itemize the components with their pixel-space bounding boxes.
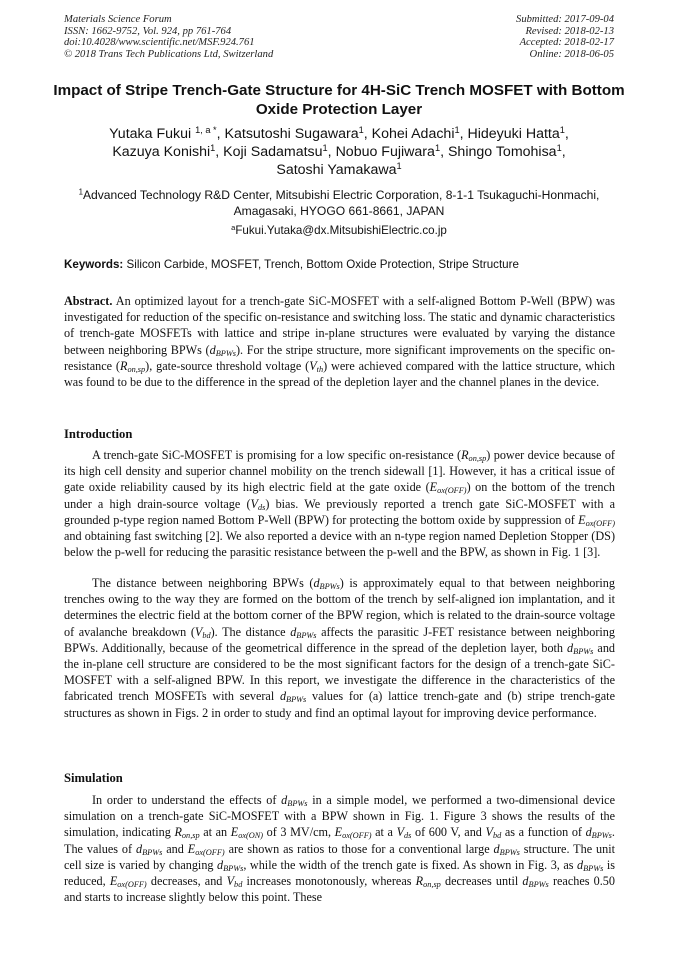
author-affiliation-mark: 1: [556, 142, 562, 153]
author-list: Yutaka Fukui $^{1, a *}$, Katsutoshi Sugawara$^1$, Kohei Adachi$^1$, Hideyuki Hatta$^1$, Kazuya Konishi$^1$, Koji Sadamatsu$^1$, Nobuo Fujiwara$^1$, Shingo Tomohisa$^1$, Satoshi Yamakawa$^1$: [109, 124, 569, 178]
symbol: E: [334, 825, 343, 840]
subscript: ox(OFF): [437, 486, 467, 496]
author-name: Katsutoshi Sugawara: [224, 126, 359, 142]
author-affiliation-mark: 1: [559, 124, 565, 135]
symbol: d: [585, 825, 592, 840]
subscript: ox(ON): [238, 831, 264, 841]
symbol: d: [493, 841, 500, 856]
author-affiliation-mark: 1: [396, 160, 402, 171]
symbol: d: [313, 576, 320, 590]
text-run: as a function of: [501, 825, 586, 840]
author-affiliation-mark: 1, a *: [195, 124, 217, 135]
text-run: in a simple model, we performed a two-dimensional device simulation on a trench-gate SiC-MOSFET with a BPW shown in Fig. 1. Figure 3 shows the results of the simulation, indicating: [64, 793, 615, 840]
text-run: ) were achieved compared with the lattice structure, which was found to be due to the difference in the spread of the depletion layer and the channel planes in the device.: [64, 358, 616, 390]
symbol: R: [174, 825, 182, 840]
symbol: d: [135, 841, 143, 856]
symbol: R: [461, 448, 469, 462]
affiliation-line-2: Amagasaki, HYOGO 661-8661, JAPAN: [233, 204, 445, 218]
text-run: decreases until: [440, 874, 523, 889]
text-run: ) on the bottom of the trench under a high drain-source voltage (: [64, 480, 615, 511]
text-run: is reduced,: [64, 857, 615, 889]
symbol: d: [209, 342, 216, 357]
text-run: at a: [371, 825, 397, 840]
subscript: BPWs: [223, 863, 244, 873]
subscript: ox(OFF): [195, 847, 225, 857]
simulation-heading: Simulation: [64, 771, 123, 785]
keywords: [64, 258, 624, 272]
subscript: BPWs: [573, 646, 594, 656]
author-affiliation-mark: 1: [454, 124, 460, 135]
text-run: values for (a) lattice trench-gate and (b) stripe trench-gate structures as shown in Figs. 2 in order to study and find an optimal layout for improving device performance.: [64, 689, 615, 720]
author-name: Satoshi Yamakawa: [276, 161, 397, 178]
symbol: E: [578, 512, 586, 527]
doi-line: doi:10.4028/www.scientific.net/MSF.924.761: [64, 37, 255, 49]
author-name: Koji Sadamatsu: [223, 143, 323, 160]
affiliation-line-1: Advanced Technology R&D Center, Mitsubishi Electric Corporation, 8-1-1 Tsukaguchi-Honmachi,: [82, 188, 600, 202]
revised-date: Revised: 2018-02-13: [525, 25, 614, 37]
simulation-paragraph: [64, 792, 615, 905]
symbol: d: [577, 857, 584, 872]
text-run: are shown as ratios to those for a conventional large: [224, 841, 494, 856]
subscript: BPWs: [319, 582, 340, 592]
symbol: E: [230, 825, 239, 840]
subscript: bd: [492, 831, 502, 841]
text-run: . The values of: [64, 825, 615, 856]
text-run: of 3 MV/cm,: [263, 825, 335, 840]
text-run: ). The distance: [210, 624, 291, 639]
accepted-date: Accepted: 2018-02-17: [519, 37, 614, 49]
symbol: V: [194, 624, 203, 639]
symbol: V: [485, 825, 493, 840]
symbol: d: [522, 874, 529, 889]
keywords-label: Keywords:: [64, 258, 124, 271]
text-run: ) power device because of its high cell density and superior channel mobility on the trench sidewall [1]. However, it has a critical issue of gate oxide reliability caused by its high electric field at the gate oxide (: [64, 448, 615, 495]
text-run: ) bias. We previously reported a trench gate SiC-MOSFET with a grounded p-type region named Bottom P-Well (BPW) for protecting the bottom oxide by suppression of: [64, 496, 615, 527]
affiliation-mark: 1: [78, 187, 83, 197]
text-run: ). For the stripe structure, more significant improvements on the specific on-resistance (: [64, 342, 615, 373]
author-name: Nobuo Fujiwara: [335, 143, 435, 160]
copyright-line: © 2018 Trans Tech Publications Ltd, Switzerland: [64, 48, 274, 60]
subscript: bd: [202, 630, 211, 640]
abstract-paragraph: [64, 293, 615, 390]
text-run: , while the width of the trench gate is fixed. As shown in Fig. 3, as: [243, 857, 578, 872]
introduction-heading: Introduction: [64, 427, 133, 441]
text-run: In order to understand the effects of: [92, 793, 282, 807]
text-run: reaches 0.50 and starts to increase slightly below this point. These: [64, 874, 615, 905]
email-mark: a: [231, 222, 236, 232]
keywords-text: Silicon Carbide, MOSFET, Trench, Bottom Oxide Protection, Stripe Structure: [126, 258, 519, 271]
author-affiliation-mark: 1: [434, 142, 441, 153]
author-affiliation-mark: 1: [358, 124, 364, 135]
author-name: Kazuya Konishi: [112, 143, 211, 160]
text-run: The distance between neighboring BPWs (: [92, 576, 314, 590]
author-name: Shingo Tomohisa: [447, 143, 557, 160]
author-name: Hideyuki Hatta: [467, 126, 560, 142]
author-name: Kohei Adachi: [371, 126, 455, 142]
subscript: ox(OFF): [585, 518, 615, 528]
text-run: increases monotonously, whereas: [242, 874, 416, 889]
subscript: ds: [257, 502, 266, 512]
symbol: d: [217, 857, 224, 872]
subscript: BPWs: [499, 847, 520, 857]
text-run: affects the parasitic J-FET resistance between neighboring BPWs. Additionally, because of the geometrical difference in the spread of the depletion layer, both: [64, 624, 615, 655]
symbol: E: [109, 874, 118, 889]
subscript: on,sp: [127, 364, 146, 374]
subscript: BPWs: [215, 348, 236, 358]
symbol: d: [290, 624, 297, 639]
author-affiliation-mark: 1: [210, 142, 216, 153]
submitted-date: Submitted: 2017-09-04: [516, 14, 614, 25]
text-run: A trench-gate SiC-MOSFET is promising for a low specific on-resistance (: [92, 448, 462, 462]
introduction-paragraph-1: [64, 447, 615, 560]
text-run: An optimized layout for a trench-gate SiC-MOSFET with a self-aligned Bottom P-Well (BPW) was investigated for reduction of the specific on-resistance and switching loss. The static and dynamic characteristics of trench-gate MOSFETs with lattice and stripe in-plane structures were evaluated by varying the distance between neighboring BPWs (: [64, 294, 616, 357]
symbol: d: [567, 640, 574, 655]
subscript: th: [316, 364, 324, 374]
text-run: and obtaining fast switching [2]. We also reported a device with an n-type region named Depletion Stopper (DS) below the p-well for reducing the parasitic resistance between the p-well and the BPW, as shown in Fig. 1 [3].: [64, 529, 615, 560]
email-address: Fukui.Yutaka@dx.MitsubishiElectric.co.jp: [235, 224, 447, 237]
subscript: BPWs: [287, 799, 308, 809]
symbol: V: [396, 825, 405, 840]
text-run: and the in-plane cell structure are considered to be the most significant factors for the design of a trench-gate SiC-MOSFET with a self-aligned BPW. In this report, we investigate the difference in the characteristics of the fabricated trench MOSFETs with several: [64, 640, 616, 704]
publication-dates: [516, 14, 614, 60]
symbol: R: [119, 358, 128, 373]
symbol: E: [429, 480, 438, 495]
online-date: Online: 2018-06-05: [529, 48, 614, 60]
journal-name: Materials Science Forum: [64, 14, 172, 25]
symbol: R: [415, 874, 424, 889]
subscript: BPWs: [142, 847, 163, 857]
text-run: ), gate-source threshold voltage (: [145, 358, 310, 373]
introduction-paragraph-2: [64, 575, 615, 721]
journal-info: [64, 14, 273, 60]
text-run: of 600 V, and: [411, 825, 486, 840]
subscript: BPWs: [286, 695, 307, 705]
symbol: V: [309, 358, 317, 373]
subscript: bd: [234, 880, 243, 890]
paper-title: Impact of Stripe Trench-Gate Structure for 4H-SiC Trench MOSFET with Bottom Oxide Protection Layer: [53, 82, 625, 118]
subscript: on,sp: [468, 454, 487, 464]
author-affiliation-mark: 1: [322, 142, 328, 153]
symbol: d: [279, 689, 287, 704]
symbol: d: [281, 793, 288, 807]
text-run: decreases, and: [146, 874, 227, 889]
text-run: structure. The unit cell size is varied by changing: [64, 841, 616, 872]
issn-line: ISSN: 1662-9752, Vol. 924, pp 761-764: [64, 25, 232, 37]
symbol: V: [250, 496, 258, 511]
subscript: on,sp: [181, 831, 200, 841]
subscript: BPWs: [583, 863, 604, 873]
affiliation: [40, 187, 638, 219]
text-run: at an: [199, 825, 231, 840]
symbol: E: [187, 841, 196, 856]
subscript: BPWs: [528, 880, 549, 890]
abstract-label: Abstract.: [64, 294, 113, 308]
subscript: ds: [404, 831, 412, 841]
author-name: Yutaka Fukui: [109, 126, 192, 142]
email-line: [40, 224, 638, 238]
symbol: V: [226, 874, 235, 889]
text-run: ) is approximately equal to that between neighboring trenches owing to the way they are formed on the bottom of the trench by self-aligned ion implantation, and it determines the electric field at the bottom corner of the BPW region, which is related to the drain-source voltage of avalanche breakdown (: [64, 576, 615, 639]
subscript: BPWs: [296, 630, 317, 640]
subscript: ox(OFF): [117, 880, 147, 890]
text-run: and: [162, 841, 188, 856]
subscript: on,sp: [423, 880, 441, 890]
subscript: ox(OFF): [342, 831, 372, 841]
subscript: BPWs: [591, 831, 612, 841]
